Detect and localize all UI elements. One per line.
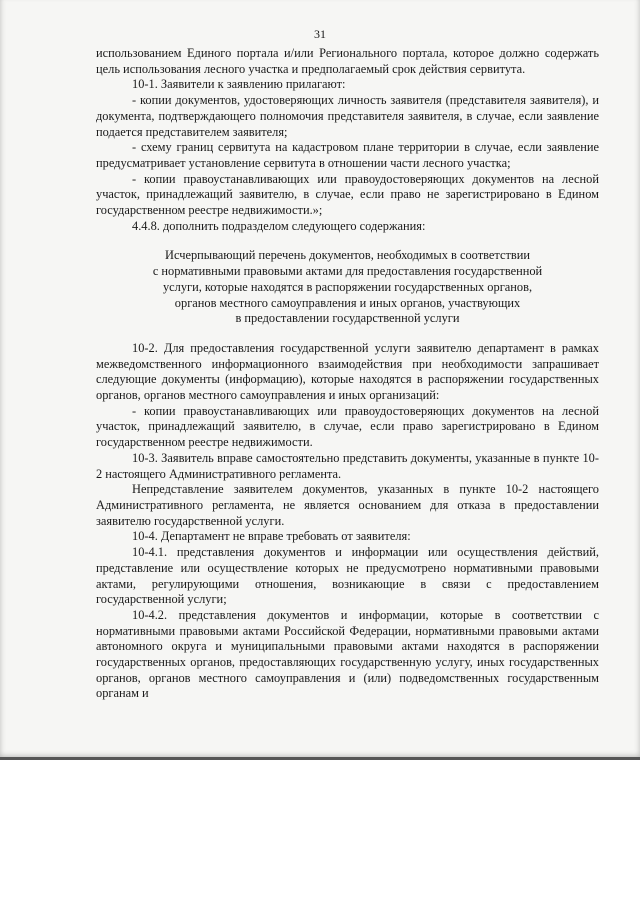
page-number: 31: [314, 27, 326, 41]
paragraph: использованием Единого портала и/или Регионального портала, которое должно содержать цель использования лесного участка и предполагаемый срок действия сервитута.: [96, 46, 599, 76]
paragraph: 10-2. Для предоставления государственной услуги заявителю департамент в рамках межведомственного информационного взаимодействия при необходимости запрашивает следующие документы (информацию), которые находятся в распоряжении государственных органов, органов местного самоуправления и иных организаций:: [96, 340, 599, 403]
paragraphs-after-heading: [96, 341, 599, 702]
paragraph: 4.4.8. дополнить подразделом следующего содержания:: [132, 218, 426, 233]
paragraph: 10-4.1. представления документов и информации или осуществления действий, представление или осуществление которых не предусмотрено нормативными правовыми актами, регулирующими отношения, возникающие в связи с предоставлением государственной услуги;: [96, 545, 599, 607]
paragraph: 10-1. Заявители к заявлению прилагают:: [132, 77, 346, 92]
paragraph: - копии правоустанавливающих или правоудостоверяющих документов на лесной участок, принадлежащий заявителю, в случае, если право не зарегистрировано в Едином государственном реестре недвижимости.»;: [96, 171, 599, 218]
heading-line: органов местного самоуправления и иных органов, участвующих: [174, 295, 521, 310]
paragraph: - схему границ сервитута на кадастровом плане территории в случае, если заявление предусматривает установление сервитута в отношении части лесного участка;: [96, 140, 599, 170]
heading-line: Исчерпывающий перечень документов, необходимых в соответствии: [165, 248, 530, 263]
paragraph: 10-4. Департамент не вправе требовать от заявителя:: [132, 529, 411, 544]
paragraph: - копии документов, удостоверяющих личность заявителя (представителя заявителя), и документа, подтверждающего полномочия представителя заявителя, в случае, если заявление подается представителем заявителя;: [96, 93, 599, 139]
heading-line: с нормативными правовыми актами для предоставления государственной: [152, 264, 543, 279]
heading-line: услуги, которые находятся в распоряжении государственных органов,: [162, 279, 533, 294]
section-heading: [114, 248, 581, 327]
paragraph: 10-3. Заявитель вправе самостоятельно представить документы, указанные в пункте 10-2 настоящего Административного регламента.: [96, 450, 599, 481]
paragraphs-before-heading: [96, 46, 599, 234]
paragraph: - копии правоустанавливающих или правоудостоверяющих документов на лесной участок, принадлежащий заявителю, в случае, если право зарегистрировано в Едином государственном реестре недвижимости.: [96, 403, 599, 450]
paragraph: 10-4.2. представления документов и информации, которые в соответствии с нормативными правовыми актами Российской Федерации, нормативными правовыми актами автономного округа и муниципальными правовыми актами находятся в распоряжении государственных органов, предоставляющих государственную услугу, иных государственных органов, органов местного самоуправления и (или) подведомственных государственным органам и: [96, 607, 599, 701]
paragraph: Непредставление заявителем документов, указанных в пункте 10-2 настоящего Административного регламента, не является основанием для отказа в предоставлении заявителю государственной услуги.: [96, 482, 599, 528]
heading-line: в предоставлении государственной услуги: [235, 311, 460, 326]
document-body: [96, 46, 599, 702]
